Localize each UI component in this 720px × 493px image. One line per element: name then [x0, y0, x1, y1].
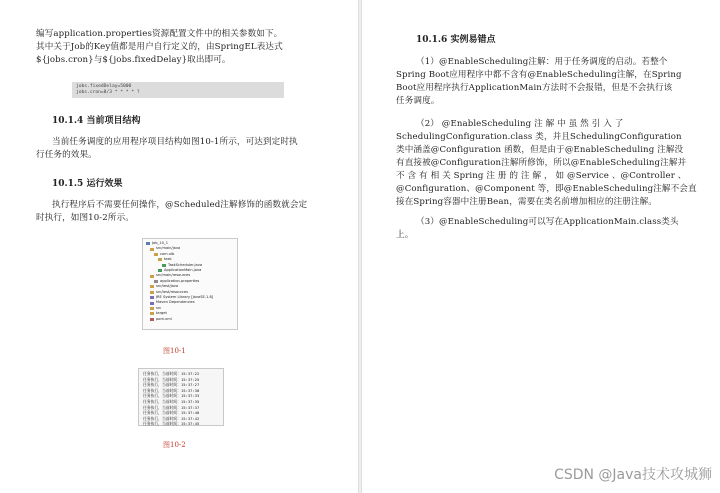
tree-item: src	[146, 306, 234, 311]
intro-line-3: ${jobs.cron}与${jobs.fixedDelay}取出即可。	[36, 55, 231, 65]
pitfall-2-line: 有直接被@Configuration注解所修饰，所以@EnableScheduling注解并	[396, 158, 687, 168]
tree-item: src/test/resources	[146, 290, 234, 295]
section-heading-10-1-6: 10.1.6 实例易错点	[416, 35, 496, 45]
left-page	[0, 0, 358, 493]
folder-icon	[150, 285, 154, 288]
log-line: 任务执行，当前时间：15:37:33	[143, 393, 200, 399]
pitfall-2-line: （2） @EnableScheduling 注 解 中 虽 然 引 入 了	[416, 119, 624, 129]
project-icon	[146, 242, 150, 245]
log-line: 任务执行，当前时间：15:37:40	[143, 410, 200, 416]
tree-item: target	[146, 311, 234, 316]
log-line: 任务执行，当前时间：15:37:35	[143, 398, 200, 404]
pitfall-2-line: 接在Spring容器中注册Bean，需要在类名前增加相应的注册注解。	[396, 197, 657, 207]
result-line-2: 时执行，如图10-2所示。	[36, 213, 134, 223]
file-icon	[154, 280, 158, 283]
figure-caption-10-1: 图10-1	[163, 347, 186, 355]
intro-line-1: 编写application.properties资源配置文件中的相关参数如下。	[36, 29, 283, 39]
package-icon	[154, 253, 158, 256]
figure-caption-10-2: 图10-2	[163, 441, 186, 449]
tree-item: src/main/resources	[146, 273, 234, 278]
section-heading-10-1-5: 10.1.5 运行效果	[52, 179, 123, 189]
right-page	[362, 0, 720, 493]
pitfall-3-line: 上。	[396, 230, 414, 240]
tree-item: application.properties	[146, 279, 234, 284]
xml-file-icon	[150, 318, 154, 321]
pitfall-2-line: 类中涵盖@Configuration 函数，但是由于@EnableScheduling 注解没	[396, 145, 684, 155]
log-line: 任务执行，当前时间：15:37:45	[143, 421, 200, 427]
package-icon	[158, 258, 162, 261]
folder-icon	[150, 248, 154, 251]
folder-icon	[150, 275, 154, 278]
folder-icon	[150, 291, 154, 294]
intro-line-2: 其中关于Job的Key值都是用户自行定义的，由SpringEL表达式	[36, 42, 283, 52]
tree-item: Maven Dependencies	[146, 300, 234, 305]
csdn-watermark: CSDN @Java技术攻城狮	[554, 467, 712, 483]
tree-item: JRE System Library [JavaSE-1.8]	[146, 295, 234, 300]
pitfall-1-line: 任务调度。	[396, 96, 440, 106]
project-structure-figure	[142, 238, 238, 330]
config-code-block	[72, 82, 284, 98]
java-file-icon	[162, 264, 166, 267]
tree-item: TaskScheduler.java	[146, 263, 234, 268]
result-line-1: 执行程序后不需要任何操作，@Scheduled注解修饰的函数就会定	[52, 200, 308, 210]
tree-item: src/main/java	[146, 246, 234, 251]
log-line: 任务执行，当前时间：15:37:30	[143, 387, 200, 393]
pitfall-1-line: Spring Boot应用程序中都不含有@EnableScheduling注解，在Spring	[396, 70, 682, 80]
pitfall-2-line: @Configuration、@Component 等，即@EnableScheduling注解不会直	[396, 184, 697, 194]
log-line: 任务执行，当前时间：15:37:27	[143, 382, 200, 388]
pitfall-2-line: SchedulingConfiguration.class 类，并且SchedulingConfiguration	[396, 132, 682, 142]
log-line: 任务执行，当前时间：15:37:37	[143, 404, 200, 410]
pitfall-1-line: （1）@EnableScheduling注解：用于任务调度的启动。若整个	[416, 57, 668, 67]
tree-item: Job_10_1	[146, 241, 234, 246]
structure-line-1: 当前任务调度的应用程序项目结构如图10-1所示，可达到定时执	[52, 137, 298, 147]
console-output-figure	[138, 368, 224, 426]
pitfall-2-line: 不 含 有 相 关 Spring 注 册 的 注 解 ， 如 @Service 、@Controller 、	[396, 171, 687, 181]
structure-line-2: 行任务的效果。	[36, 150, 97, 160]
java-file-icon	[158, 269, 162, 272]
pitfall-3-line: （3）@EnableScheduling可以写在ApplicationMain.class类头	[416, 217, 679, 227]
section-heading-10-1-4: 10.1.4 当前项目结构	[52, 116, 141, 126]
tree-item: pom.xml	[146, 317, 234, 322]
library-icon	[150, 302, 154, 305]
pitfall-1-line: Boot应用程序执行ApplicationMain方法时不会报错，但是不会执行该	[396, 83, 673, 93]
tree-item: src/test/java	[146, 284, 234, 289]
log-line: 任务执行，当前时间：15:37:22	[143, 371, 200, 376]
folder-icon	[150, 312, 154, 315]
tree-item: ApplicationMain.java	[146, 268, 234, 273]
log-line: 任务执行，当前时间：15:37:42	[143, 415, 200, 421]
tree-item: com.xlb	[146, 252, 234, 257]
tree-item: task	[146, 257, 234, 262]
library-icon	[150, 296, 154, 299]
folder-icon	[150, 307, 154, 310]
code-line: jobs.fixedDelay=5000	[76, 84, 132, 89]
log-line: 任务执行，当前时间：15:37:25	[143, 376, 200, 382]
code-line: jobs.cron=0/3 * * * * ?	[76, 90, 140, 95]
